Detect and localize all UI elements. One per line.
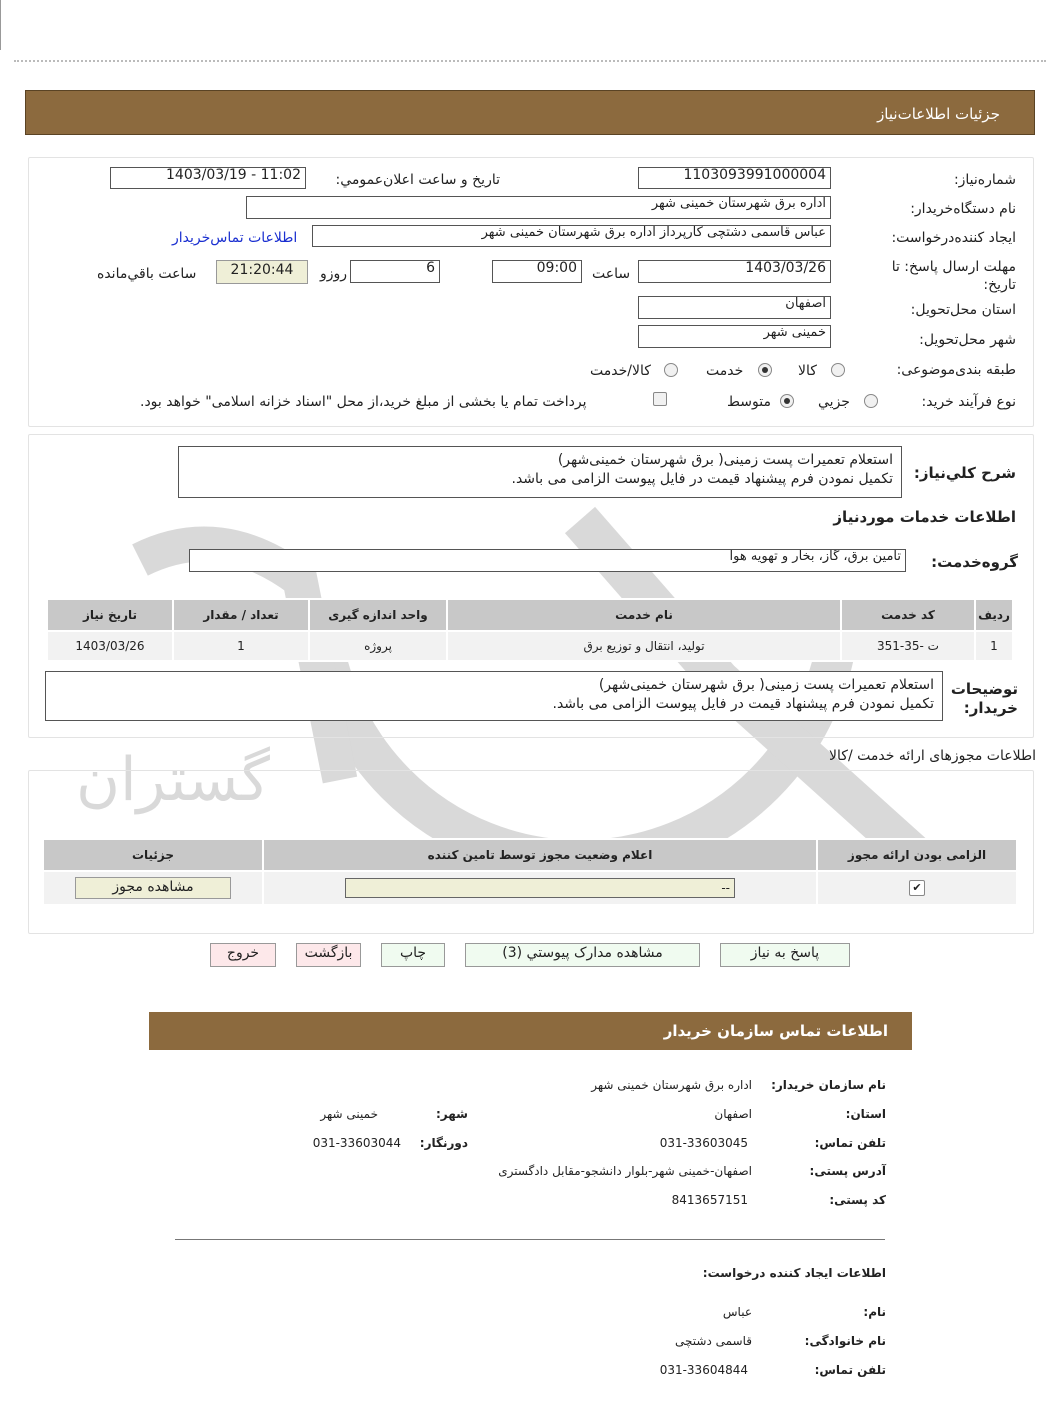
col-code: کد خدمت bbox=[841, 599, 975, 631]
attachments-button[interactable]: مشاهده مدارک پيوستي (3) bbox=[465, 943, 700, 967]
creator-phone-label: تلفن تماس: bbox=[814, 1363, 886, 1377]
permits-heading: اطلاعات مجوزهای ارائه خدمت /کالا bbox=[829, 748, 1036, 764]
postal-label: کد پستی: bbox=[829, 1193, 886, 1207]
service-group-field: تامين برق، گاز، بخار و تهويه هوا bbox=[189, 549, 906, 572]
buyer-desc-label-1: توضيحات bbox=[950, 680, 1018, 698]
col-permit-required: الزامی بودن ارائه مجوز bbox=[817, 839, 1017, 871]
col-permit-details: جزئيات bbox=[43, 839, 263, 871]
col-qty: تعداد / مقدار bbox=[173, 599, 309, 631]
back-button[interactable]: بازگشت bbox=[296, 943, 361, 967]
contact-province-label: استان: bbox=[845, 1107, 886, 1121]
permit-required-checkbox: ✔ bbox=[909, 880, 925, 896]
address-label: آدرس پستی: bbox=[809, 1164, 886, 1178]
contact-header-title: اطلاعات تماس سازمان خريدار bbox=[663, 1022, 888, 1040]
creator-label: ايجاد کننده‌درخواست: bbox=[891, 230, 1016, 246]
treasury-payment-checkbox[interactable] bbox=[653, 392, 667, 406]
need-number-label: شماره‌نياز: bbox=[953, 172, 1016, 188]
process-option-minor: جزيي bbox=[818, 394, 850, 410]
treasury-payment-note: پرداخت تمام يا بخشی از مبلغ خريد،از محل "اسناد خزانه اسلامی" خواهد بود. bbox=[140, 394, 587, 410]
announce-label: تاريخ و ساعت اعلان‌عمومي: bbox=[335, 172, 500, 188]
cell-unit: پروژه bbox=[309, 631, 447, 661]
col-permit-status: اعلام وضعيت مجوز توسط تامين کننده bbox=[263, 839, 817, 871]
table-row bbox=[47, 631, 1013, 661]
contact-province-value: اصفهان bbox=[714, 1107, 752, 1121]
city-label: شهر محل‌تحويل: bbox=[919, 332, 1016, 348]
details-header bbox=[25, 90, 1035, 135]
category-radio-service[interactable] bbox=[758, 363, 772, 377]
contact-divider bbox=[175, 1239, 885, 1240]
col-date: تاريخ نياز bbox=[47, 599, 173, 631]
need-number-field: 1103093991000004 bbox=[638, 167, 831, 189]
table-row bbox=[43, 871, 1017, 905]
page-edge-line bbox=[0, 0, 1, 50]
exit-button[interactable]: خروج bbox=[210, 943, 276, 967]
summary-line-1: استعلام تعمیرات پست زمینی( برق شهرستان خمینی‌شهر) bbox=[557, 452, 893, 468]
first-name-value: عباس bbox=[722, 1305, 752, 1319]
days-field: 6 bbox=[350, 260, 440, 283]
org-value: اداره برق شهرستان خمینی شهر bbox=[591, 1078, 752, 1092]
creator-field: عباس قاسمی دشتچی کارپرداز اداره برق شهرستان خمینی شهر bbox=[312, 225, 831, 247]
first-name-label: نام: bbox=[863, 1305, 886, 1319]
contact-city-label: شهر: bbox=[436, 1107, 468, 1121]
summary-text bbox=[178, 446, 902, 498]
province-label: استان محل‌تحويل: bbox=[910, 302, 1016, 318]
province-field: اصفهان bbox=[638, 296, 831, 319]
buyer-desc-text bbox=[45, 671, 943, 721]
cell-permit-details bbox=[43, 871, 263, 905]
process-radio-medium[interactable] bbox=[780, 394, 794, 408]
service-group-label: گروه‌خدمت: bbox=[931, 553, 1018, 571]
category-radio-goods[interactable] bbox=[831, 363, 845, 377]
category-radio-both[interactable] bbox=[664, 363, 678, 377]
view-permit-button[interactable]: مشاهده مجوز bbox=[75, 877, 231, 899]
deadline-hour-label: ساعت bbox=[592, 266, 631, 282]
org-label: نام سازمان خريدار: bbox=[771, 1078, 886, 1092]
services-heading: اطلاعات خدمات موردنياز bbox=[833, 508, 1016, 526]
process-option-medium: متوسط bbox=[727, 394, 771, 410]
deadline-time-field: 09:00 bbox=[492, 260, 582, 283]
cell-date: 1403/03/26 bbox=[47, 631, 173, 661]
category-option-goods: کالا bbox=[798, 363, 817, 379]
category-option-service: خدمت bbox=[706, 363, 744, 379]
address-value: اصفهان-خمینی شهر-بلوار دانشجو-مقابل دادگستری bbox=[498, 1164, 752, 1178]
contact-header bbox=[149, 1012, 912, 1050]
summary-line-2: تکمیل نمودن فرم پیشنهاد قیمت در فایل پیوست الزامی می باشد. bbox=[511, 471, 893, 487]
details-header-title: جزئيات اطلاعات‌نياز bbox=[877, 105, 1000, 123]
postal-value: 8413657151 bbox=[671, 1193, 748, 1207]
deadline-label: مهلت ارسال پاسخ: تا تاريخ: bbox=[891, 259, 1016, 293]
category-option-both: کالا/خدمت bbox=[590, 363, 651, 379]
col-name: نام خدمت bbox=[447, 599, 841, 631]
cell-qty: 1 bbox=[173, 631, 309, 661]
category-label: طبقه بندی‌موضوعی: bbox=[896, 362, 1016, 378]
deadline-date-field: 1403/03/26 bbox=[638, 260, 831, 283]
buyer-desc-label bbox=[951, 680, 1018, 718]
fax-label: دورنگار: bbox=[419, 1136, 468, 1150]
cell-name: توليد، انتقال و توزيع برق bbox=[447, 631, 841, 661]
days-label: روزو bbox=[320, 266, 348, 282]
contact-city-value: خمینی شهر bbox=[320, 1107, 378, 1121]
print-button[interactable]: چاپ bbox=[381, 943, 445, 967]
creator-heading: اطلاعات ایجاد کننده درخواست: bbox=[702, 1266, 886, 1280]
phone-label: تلفن تماس: bbox=[814, 1136, 886, 1150]
remaining-label: ساعت باقي‌مانده bbox=[97, 266, 197, 282]
process-label: نوع فرآيند خريد: bbox=[921, 394, 1016, 410]
cell-row: 1 bbox=[975, 631, 1013, 661]
buyer-contact-link[interactable]: اطلاعات تماس‌خريدار bbox=[172, 230, 298, 246]
buyer-desc-label-2: خريدار: bbox=[963, 699, 1018, 717]
remaining-timer: 21:20:44 bbox=[216, 260, 308, 284]
cell-permit-required bbox=[817, 871, 1017, 905]
buyer-field: اداره برق شهرستان خمینی شهر bbox=[246, 196, 831, 219]
buyer-desc-line-1: استعلام تعمیرات پست زمینی( برق شهرستان خمینی‌شهر) bbox=[598, 677, 934, 693]
permits-table bbox=[42, 838, 1018, 906]
cell-permit-status bbox=[263, 871, 817, 905]
last-name-value: قاسمی دشتچی bbox=[675, 1334, 752, 1348]
buyer-label: نام دستگاه‌خريدار: bbox=[910, 201, 1016, 217]
creator-phone-value: 031-33604844 bbox=[659, 1363, 748, 1377]
col-unit: واحد اندازه گيری bbox=[309, 599, 447, 631]
top-divider bbox=[14, 60, 1046, 62]
announce-field: 1403/03/19 - 11:02 bbox=[110, 167, 306, 189]
fax-value: 031-33603044 bbox=[312, 1136, 401, 1150]
summary-label: شرح کلي‌نياز: bbox=[913, 464, 1016, 482]
svg-text:گستران: گستران bbox=[75, 745, 270, 815]
cell-code: ت -35-351 bbox=[841, 631, 975, 661]
permit-status-field: -- bbox=[345, 878, 735, 898]
phone-value: 031-33603045 bbox=[659, 1136, 748, 1150]
reply-button[interactable]: پاسخ به نیاز bbox=[720, 943, 850, 967]
buyer-desc-line-2: تکمیل نمودن فرم پیشنهاد قیمت در فایل پیوست الزامی می باشد. bbox=[552, 696, 934, 712]
col-row: رديف bbox=[975, 599, 1013, 631]
process-radio-minor[interactable] bbox=[864, 394, 878, 408]
services-table bbox=[46, 598, 1014, 662]
last-name-label: نام خانوادگی: bbox=[804, 1334, 886, 1348]
city-field: خمینی شهر bbox=[638, 325, 831, 348]
